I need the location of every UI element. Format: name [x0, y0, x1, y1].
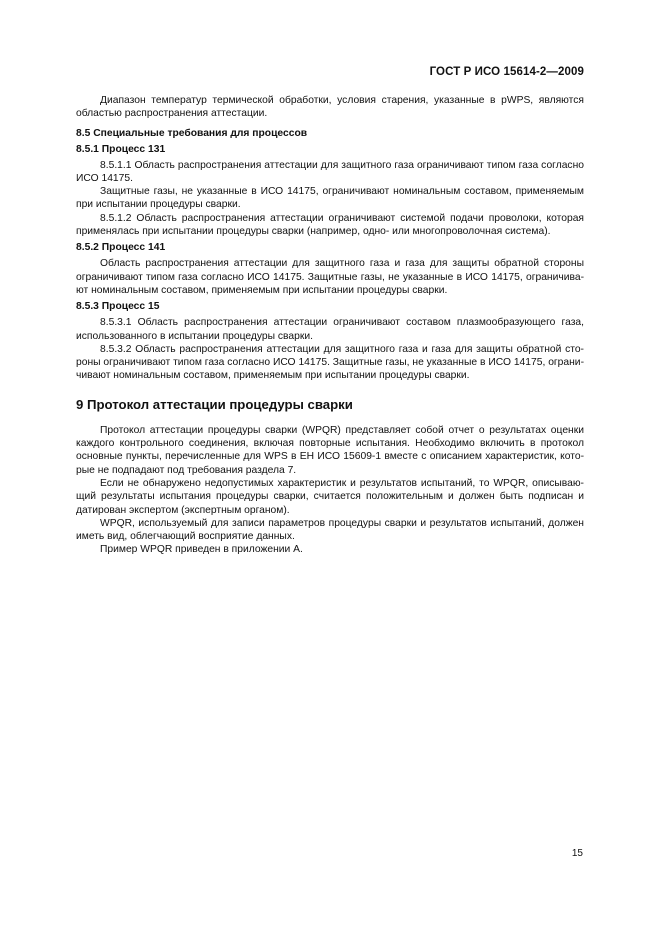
section-8-5-number: 8.5	[76, 127, 91, 139]
section-8-5-3-number: 8.5.3	[76, 301, 99, 313]
section-8-5-3-heading	[76, 301, 584, 312]
section-8-5-1-number: 8.5.1	[76, 143, 99, 155]
section-8-5-heading	[76, 128, 584, 139]
section-8-5-title: Специальные требования для процессов	[93, 127, 308, 139]
section-8-5-3-2-paragraph: 8.5.3.2 Область распространения аттестации для защитного газа и газа для защиты обратной сто-роны ограничивают типом газа согласно ИСО 14175. Защитные газы, не указанные в ИСО 14175, ограни-чивают номинальным составом, применяемым при испытании процедуры сварки.	[76, 343, 584, 382]
section-9-paragraph-4: Пример WPQR приведен в приложении А.	[100, 544, 303, 556]
section-8-5-2-number: 8.5.2	[76, 242, 99, 254]
section-8-5-1-2-paragraph: 8.5.1.2 Область распространения аттестации ограничивают системой подачи проволоки, которая применялась при испытании процедуры сварки (например, одно- или многопроволочная система).	[76, 212, 584, 238]
section-8-5-2-title: Процесс 141	[101, 242, 166, 254]
section-9-paragraph-3: WPQR, используемый для записи параметров процедуры сварки и результатов испытаний, должен иметь вид, облегчающий восприятие данных.	[76, 517, 584, 543]
section-9-paragraph-1: Протокол аттестации процедуры сварки (WPQR) представляет собой отчет о результатах оценки каждого контрольного соединения, включая повторные испытания. Необходимо включить в протокол основные пункты, перечисленные для WPS в ЕН ИСО 15609-1 вместе с описанием характеристик, кото-рые не подпадают под требования раздела 7.	[76, 424, 584, 476]
section-8-5-3-1-paragraph: 8.5.3.1 Область распространения аттестации ограничивают составом плазмообразующего газа, использованного в испытании процедуры сварки.	[76, 317, 584, 342]
section-8-5-1-1-paragraph: 8.5.1.1 Область распространения аттестации для защитного газа ограничивают типом газа согласно ИСО 14175.	[76, 159, 584, 184]
section-8-5-3-title: Процесс 15	[101, 301, 160, 313]
section-8-5-1-heading	[76, 144, 584, 155]
section-9-title: Протокол аттестации процедуры сварки	[87, 396, 353, 412]
section-9-number: 9	[76, 396, 84, 412]
intro-paragraph: Диапазон температур термической обработки, условия старения, указанные в pWPS, являются областью распространения аттестации.	[76, 95, 584, 120]
section-8-5-2-heading	[76, 242, 584, 253]
section-9-heading	[76, 397, 584, 412]
section-8-5-1-note-paragraph: Защитные газы, не указанные в ИСО 14175, ограничивают номинальным составом, применяемым при испытании процедуры сварки.	[76, 186, 584, 211]
section-8-5-2-paragraph: Область распространения аттестации для защитного газа и газа для защиты обратной стороны ограничивают типом газа согласно ИСО 14175. Защитные газы, не указанные в ИСО 14175, ограничива-ют номинальным составом, применяемым при испытании процедуры сварки.	[76, 258, 584, 296]
page-number: 15	[571, 848, 583, 859]
standard-header: ГОСТ Р ИСО 15614-2—2009	[429, 66, 584, 78]
document-body	[76, 94, 584, 557]
section-8-5-1-title: Процесс 131	[101, 143, 166, 155]
section-9-paragraph-2: Если не обнаружено недопустимых характеристик и результатов испытаний, то WPQR, описываю-щий результаты испытания процедуры сварки, считается положительным и должен быть подписан и датирован экспертом (экспертным органом).	[76, 477, 584, 516]
